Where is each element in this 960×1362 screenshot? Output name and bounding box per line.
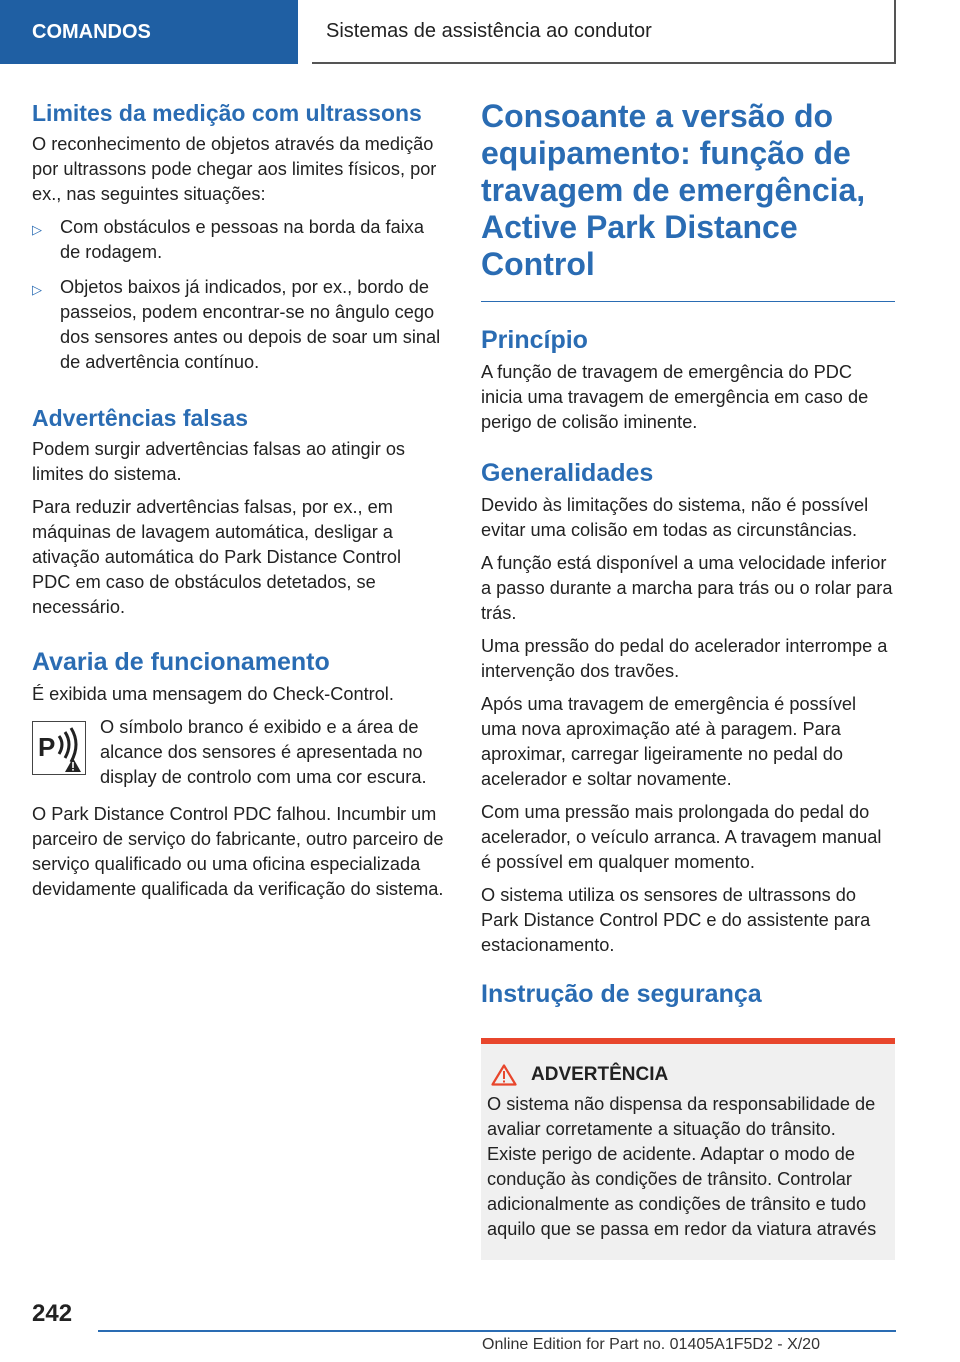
chapter-header — [312, 0, 896, 64]
heading-principle: Princípio — [481, 326, 588, 354]
icon-note — [32, 715, 444, 790]
left-column — [32, 98, 444, 910]
footer-edition: Online Edition for Part no. 01405A1F5D2 - X/20 — [482, 1336, 820, 1353]
paragraph-general-2: A função está disponível a uma velocidade inferior a passo durante a marcha para trás ou o rolar para trás. — [481, 553, 893, 623]
paragraph-general-4: Após uma travagem de emergência é possível uma nova aproximação até à paragem. Para aproximar, carregar ligeiramente no pedal do acelerador e soltar novamente. — [481, 694, 857, 789]
heading-divider — [481, 301, 895, 302]
paragraph-limits: O reconhecimento de objetos através da medição por ultrassons pode chegar aos limites físicos, por ex., nas seguintes situações: — [32, 134, 437, 204]
paragraph-malfunction-2: O Park Distance Control PDC falhou. Incumbir um parceiro de serviço do fabricante, outro parceiro de serviço qualificado ou uma oficina especializada devidamente qualificada da verificação do sistema. — [32, 804, 444, 899]
heading-safety: Instrução de segurança — [481, 980, 762, 1008]
heading-false-warnings: Advertências falsas — [32, 405, 249, 431]
list-item-text: Com obstáculos e pessoas na borda da faixa de rodagem. — [60, 217, 424, 262]
paragraph-general-6: O sistema utiliza os sensores de ultrassons do Park Distance Control PDC e do assistente para estacionamento. — [481, 885, 871, 955]
heading-limits: Limites da medição com ultrassons — [32, 100, 422, 126]
heading-general: Generalidades — [481, 459, 654, 487]
list-item — [32, 215, 444, 265]
paragraph-false-2: Para reduzir advertências falsas, por ex., em máquinas de lavagem automática, desligar a ativação automática do Park Distance Control PDC em caso de obstáculos detetados, se necessário. — [32, 497, 401, 617]
triangle-bullet-icon: ▷ — [32, 222, 42, 237]
paragraph-general-3: Uma pressão do pedal do acelerador interrompe a intervenção dos travões. — [481, 636, 888, 681]
section-title: COMANDOS — [32, 20, 151, 43]
heading-malfunction: Avaria de funcionamento — [32, 648, 330, 676]
paragraph-false-1: Podem surgir advertências falsas ao atingir os limites do sistema. — [32, 439, 406, 484]
paragraph-general-1: Devido às limitações do sistema, não é possível evitar uma colisão em todas as circunstâncias. — [481, 495, 869, 540]
warning-text: O sistema não dispensa da responsabilidade de avaliar corretamente a situação do trânsito. Existe perigo de acidente. Adaptar o modo de condução às condições de trânsito. Controlar adicionalmente as condições de trânsito e tudo aquilo que se passa em redor da viatura através — [487, 1094, 877, 1239]
list-item — [32, 275, 444, 375]
triangle-bullet-icon: ▷ — [32, 282, 42, 297]
paragraph-icon-description: O símbolo branco é exibido e a área de alcance dos sensores é apresentada no display de controlo com uma cor escura. — [100, 717, 427, 787]
svg-text:P: P — [38, 732, 56, 762]
list-item-text: Objetos baixos já indicados, por ex., bordo de passeios, podem encontrar-se no ângulo cego dos sensores antes ou depois de soar um sinal de advertência contínuo. — [60, 277, 441, 372]
warning-title — [491, 1064, 887, 1086]
paragraph-principle: A função de travagem de emergência do PDC inicia uma travagem de emergência em caso de perigo de colisão iminente. — [481, 362, 869, 432]
warning-box — [481, 1038, 895, 1260]
warning-title-text: ADVERTÊNCIA — [531, 1064, 669, 1085]
paragraph-malfunction-1: É exibida uma mensagem do Check-Control. — [32, 684, 394, 704]
paragraph-general-5: Com uma pressão mais prolongada do pedal do acelerador, o veículo arranca. A travagem manual é possível em qualquer momento. — [481, 802, 882, 872]
chapter-title: Sistemas de assistência ao condutor — [326, 19, 652, 42]
footer-divider — [98, 1330, 896, 1332]
section-tab — [0, 0, 298, 64]
heading-main: Consoante a versão do equipamento: função de travagem de emergência, Active Park Distance Control — [481, 98, 866, 282]
right-column — [481, 98, 895, 1260]
pdc-warning-icon — [32, 721, 86, 775]
warning-triangle-icon — [491, 1064, 517, 1086]
page-number: 242 — [32, 1300, 73, 1327]
